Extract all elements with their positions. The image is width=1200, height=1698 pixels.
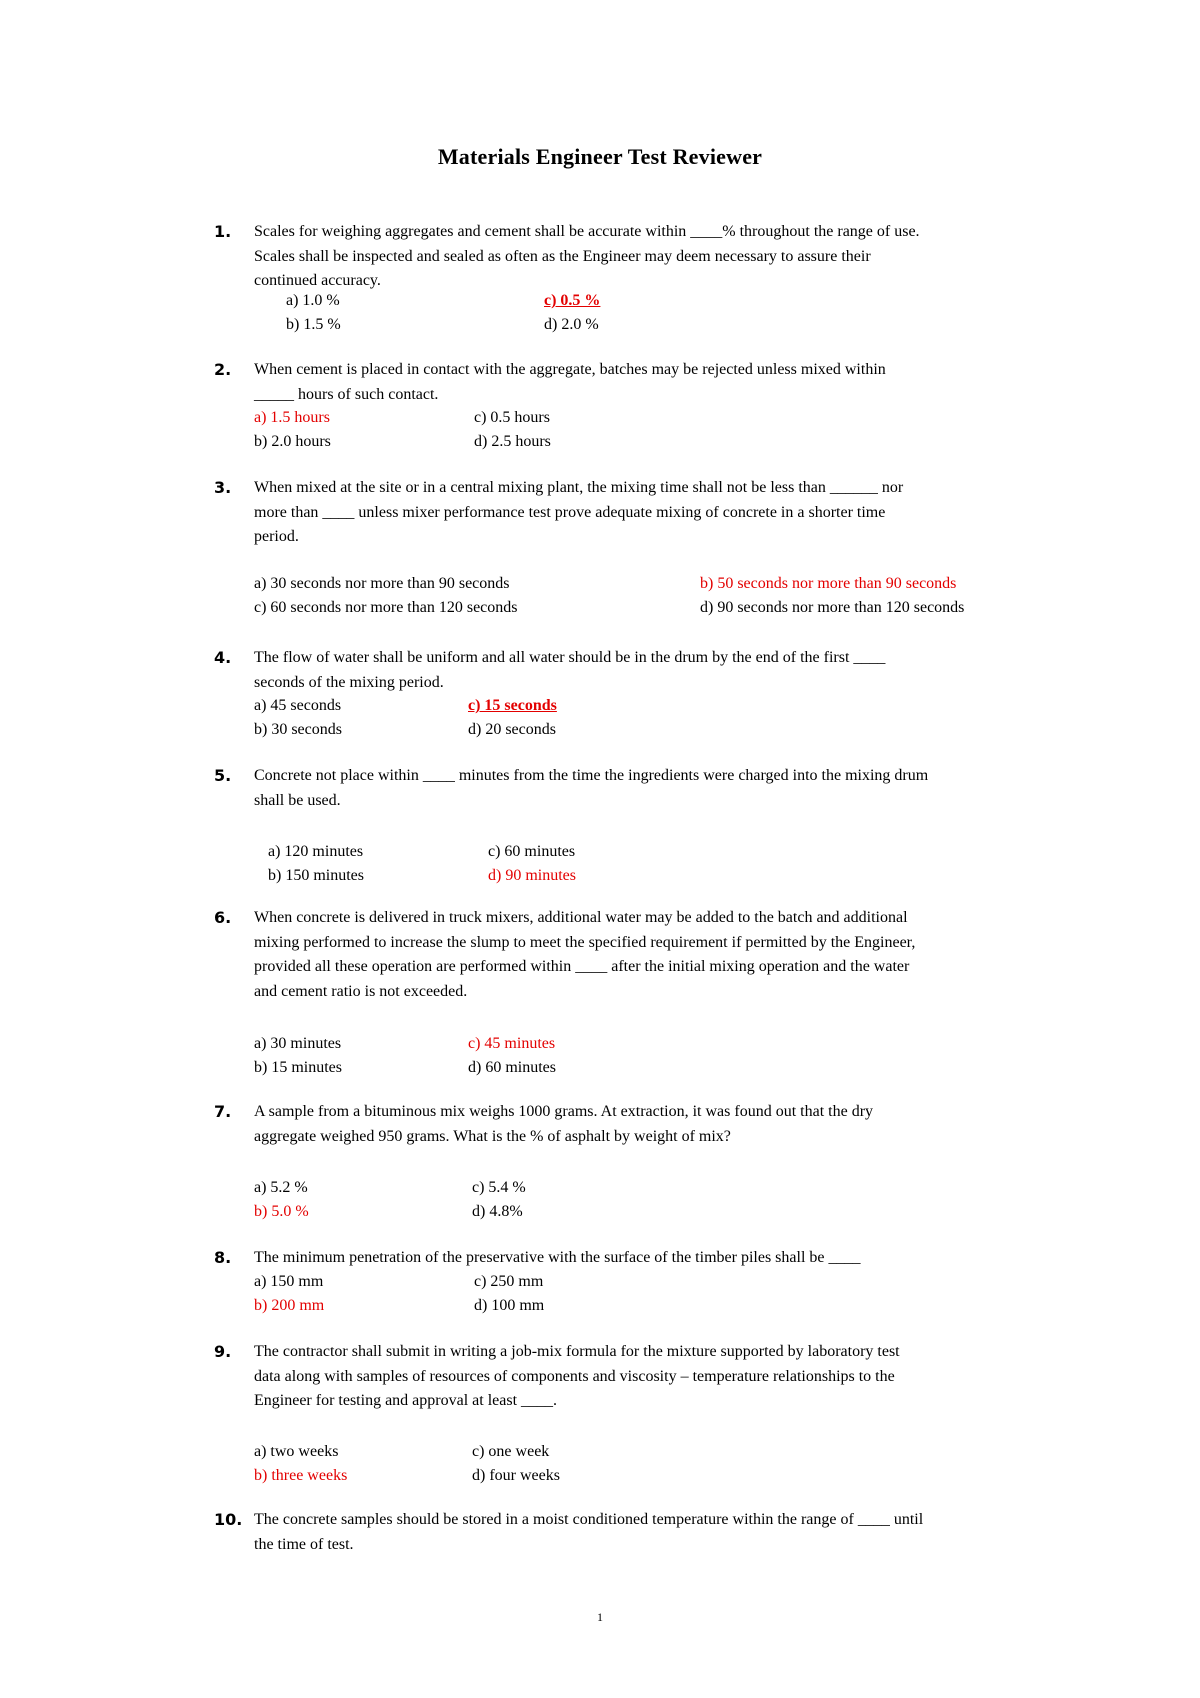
question-number: 6. [214, 908, 232, 927]
option-c: c) one week [472, 1443, 550, 1460]
question-text: The minimum penetration of the preservative with the surface of the timber piles shall be ____ [254, 1249, 861, 1266]
option-c: c) 60 minutes [488, 843, 576, 860]
question-text: The flow of water shall be uniform and all water should be in the drum by the end of the first ____ seconds of the mixing period. [254, 649, 886, 691]
question-number: 4. [214, 648, 232, 667]
question-text: The concrete samples should be stored in a moist conditioned temperature within the range of ____ until the time of test. [254, 1511, 924, 1553]
question-text: Concrete not place within ____ minutes from the time the ingredients were charged into the mixing drum shall be used. [254, 767, 929, 809]
option-a: a) 1.0 % [286, 292, 340, 309]
question-number: 2. [214, 360, 232, 379]
option-b-answer: b) 200 mm [254, 1297, 325, 1314]
option-a-answer: a) 1.5 hours [254, 409, 330, 426]
page-number: 1 [597, 1610, 603, 1624]
option-a: a) 120 minutes [268, 843, 364, 860]
option-d: d) 20 seconds [468, 721, 556, 738]
option-d: d) four weeks [472, 1467, 560, 1484]
question-number: 8. [214, 1248, 232, 1267]
option-d: d) 4.8% [472, 1203, 523, 1220]
option-b: b) 30 seconds [254, 721, 342, 738]
option-b-answer: b) three weeks [254, 1467, 348, 1484]
option-c-answer: c) 0.5 % [544, 292, 601, 309]
question-text: A sample from a bituminous mix weighs 1000 grams. At extraction, it was found out that the dry aggregate weighed 950 grams. What is the % of asphalt by weight of mix? [254, 1103, 874, 1145]
question-number: 3. [214, 478, 232, 497]
option-a: a) 150 mm [254, 1273, 324, 1290]
option-a: a) 30 minutes [254, 1035, 342, 1052]
option-b: b) 1.5 % [286, 316, 341, 333]
option-c: c) 250 mm [474, 1273, 544, 1290]
option-a: a) two weeks [254, 1443, 339, 1460]
question-number: 10. [214, 1510, 243, 1529]
question-number: 9. [214, 1342, 232, 1361]
question-text: When cement is placed in contact with the aggregate, batches may be rejected unless mixed within _____ hours of such contact. [254, 361, 886, 403]
option-a: a) 45 seconds [254, 697, 342, 714]
option-d: d) 60 minutes [468, 1059, 556, 1076]
option-c: c) 5.4 % [472, 1179, 526, 1196]
option-c-answer: c) 45 minutes [468, 1035, 556, 1052]
option-b: b) 15 minutes [254, 1059, 342, 1076]
option-c-answer: c) 15 seconds [468, 697, 557, 714]
question-text: When concrete is delivered in truck mixers, additional water may be added to the batch and additional mixing performed to increase the slump to meet the specified requirement if permitted by the Engineer, provided all these operation are performed within ____ after the initial mixing operation and the water and cement ratio is not exceeded. [254, 909, 916, 1000]
question-text: Scales for weighing aggregates and cement shall be accurate within ____% throughout the range of use. Scales shall be inspected and sealed as often as the Engineer may deem necessary to assure their continued accuracy. [254, 223, 920, 289]
option-d: d) 90 seconds nor more than 120 seconds [700, 599, 965, 616]
option-c: c) 0.5 hours [474, 409, 550, 426]
option-d: d) 100 mm [474, 1297, 545, 1314]
page-title: Materials Engineer Test Reviewer [437, 144, 763, 169]
option-b: b) 2.0 hours [254, 433, 331, 450]
option-c: c) 60 seconds nor more than 120 seconds [254, 599, 518, 616]
option-b-answer: b) 50 seconds nor more than 90 seconds [700, 575, 957, 592]
option-d: d) 2.5 hours [474, 433, 551, 450]
option-d: d) 2.0 % [544, 316, 599, 333]
option-a: a) 30 seconds nor more than 90 seconds [254, 575, 510, 592]
question-number: 5. [214, 766, 232, 785]
question-text: The contractor shall submit in writing a job-mix formula for the mixture supported by laboratory test data along with samples of resources of components and viscosity – temperature relationships to the Engineer for testing and approval at least ____. [254, 1343, 900, 1409]
option-b: b) 150 minutes [268, 867, 364, 884]
question-text: When mixed at the site or in a central mixing plant, the mixing time shall not be less than ______ nor more than ____ unless mixer performance test prove adequate mixing of concrete in a shorter time period. [254, 479, 904, 545]
question-number: 1. [214, 222, 232, 241]
option-a: a) 5.2 % [254, 1179, 308, 1196]
option-b-answer: b) 5.0 % [254, 1203, 309, 1220]
option-d-answer: d) 90 minutes [488, 867, 576, 884]
question-number: 7. [214, 1102, 232, 1121]
